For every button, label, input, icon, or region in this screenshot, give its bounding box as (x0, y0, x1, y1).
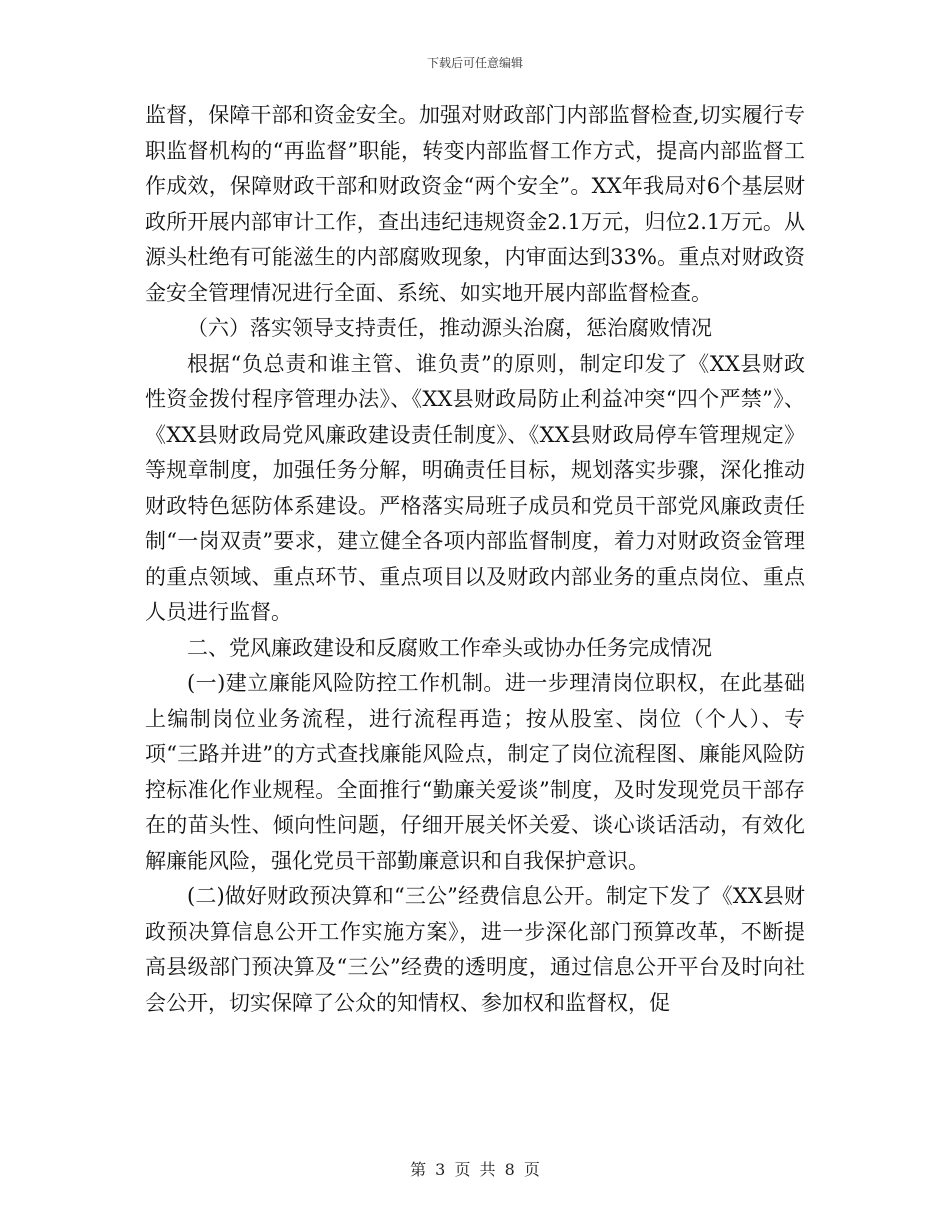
paragraph-budget-disclosure: (二)做好财政预决算和“三公”经费信息公开。制定下发了《XX县财政预决算信息公开工作实施方案》，进一步深化部门预算改革，不断提高县级部门预决算及“三公”经费的透明度，通过信息公开平台及时向社会公开，切实保障了公众的知情权、参加权和监督权，促 (145, 884, 805, 1015)
document-body (145, 98, 805, 1021)
paragraph-continuation: 监督，保障干部和资金安全。加强对财政部门内部监督检查,切实履行专职监督机构的“再监督”职能，转变内部监督工作方式，提高内部监督工作成效，保障财政干部和财政资金“两个安全”。XX年我局对6个基层财政所开展内部审计工作，查出违纪违规资金2.1万元，归位2.1万元。从源头杜绝有可能滋生的内部腐败现象，内审面达到33%。重点对财政资金安全管理情况进行全面、系统、如实地开展内部监督检查。 (145, 103, 805, 305)
paragraph-responsibility: 根据“负总责和谁主管、谁负责”的原则，制定印发了《XX县财政性资金拨付程序管理办法》、《XX县财政局防止利益冲突“四个严禁”》、《XX县财政局党风廉政建设责任制度》、《XX县财政局停车管理规定》等规章制度，加强任务分解，明确责任目标，规划落实步骤，深化推动财政特色惩防体系建设。严格落实局班子成员和党员干部党风廉政责任制“一岗双责”要求，建立健全各项内部监督制度，着力对财政资金管理的重点领域、重点环节、重点项目以及财政内部业务的重点岗位、重点人员进行监督。 (145, 351, 805, 624)
section-heading-2: 二、党风廉政建设和反腐败工作牵头或协办任务完成情况 (187, 635, 712, 660)
page-footer: 第 3 页 共 8 页 (410, 1160, 540, 1179)
page-header: 下载后可任意编辑 (426, 56, 523, 70)
paragraph-risk-control: (一)建立廉能风险防控工作机制。进一步理清岗位职权，在此基础上编制岗位业务流程，进行流程再造；按从股室、岗位（个人）、专项“三路并进”的方式查找廉能风险点，制定了岗位流程图、廉能风险防控标准化作业规程。全面推行“勤廉关爱谈”制度，及时发现党员干部存在的苗头性、倾向性问题，仔细开展关怀关爱、谈心谈话活动，有效化解廉能风险，强化党员干部勤廉意识和自我保护意识。 (145, 671, 805, 873)
section-heading-6: （六）落实领导支持责任，推动源头治腐，惩治腐败情况 (187, 316, 712, 340)
